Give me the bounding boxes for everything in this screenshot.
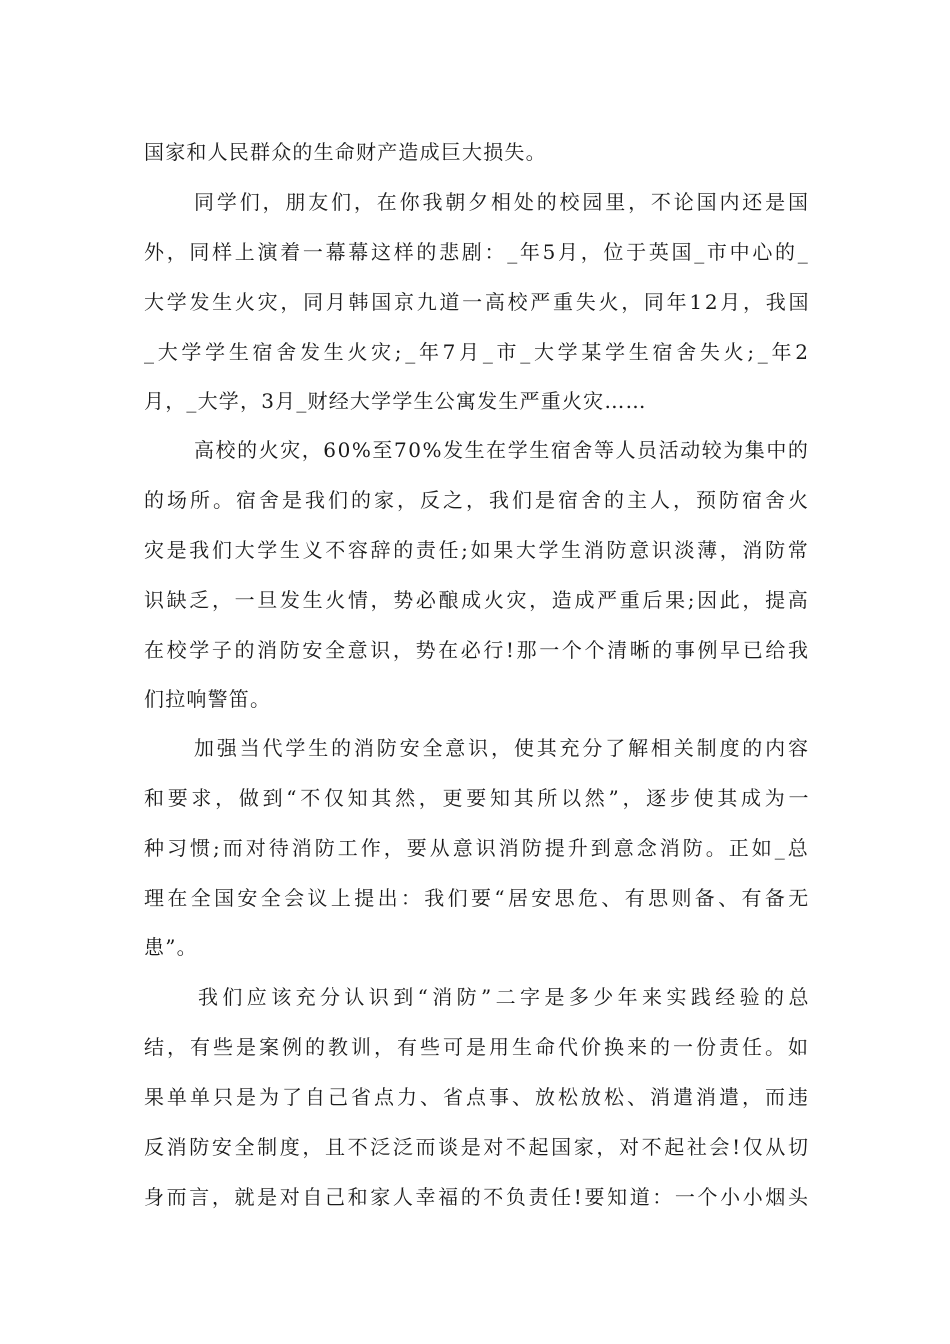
text-line: 高校的火灾，60%至70%发生在学生宿舍等人员活动较为集中的: [194, 438, 810, 462]
text-line: 国家和人民群众的生命财产造成巨大损失。: [144, 140, 547, 164]
text-line: 们拉响警笛。: [144, 687, 272, 711]
text-line: 月，_大学，3月_财经大学学生公寓发生严重火灾……: [144, 389, 647, 413]
text-line: 身而言，就是对自己和家人幸福的不负责任!要知道：一个小小烟头: [144, 1185, 811, 1209]
text-line: 患”。: [144, 935, 198, 959]
text-line: 灾是我们大学生义不容辞的责任;如果大学生消防意识淡薄，消防常: [144, 538, 811, 562]
text-line: 我们应该充分认识到“消防”二字是多少年来实践经验的总: [198, 985, 813, 1009]
text-line: 同学们，朋友们，在你我朝夕相处的校园里，不论国内还是国: [194, 190, 811, 214]
text-line: 和要求，做到“不仅知其然，更要知其所以然”，逐步使其成为一: [144, 786, 813, 810]
text-line: 的场所。宿舍是我们的家，反之，我们是宿舍的主人，预防宿舍火: [144, 488, 811, 512]
text-line: 外，同样上演着一幕幕这样的悲剧：_年5月，位于英国_市中心的_: [144, 240, 811, 264]
text-line: 结，有些是案例的教训，有些可是用生命代价换来的一份责任。如: [144, 1035, 811, 1059]
text-line: 加强当代学生的消防安全意识，使其充分了解相关制度的内容: [194, 736, 811, 760]
text-line: 大学发生火灾，同月韩国京九道一高校严重失火，同年12月，我国: [144, 290, 812, 314]
text-line: 在校学子的消防安全意识，势在必行!那一个个清晰的事例早已给我: [144, 638, 811, 662]
text-line: 种习惯;而对待消防工作，要从意识消防提升到意念消防。正如_总: [144, 836, 811, 860]
text-line: 果单单只是为了自己省点力、省点事、放松放松、消遣消遣，而违: [144, 1085, 811, 1109]
text-line: 理在全国安全会议上提出：我们要“居安思危、有思则备、有备无: [144, 886, 812, 910]
text-line: 识缺乏，一旦发生火情，势必酿成火灾，造成严重后果;因此，提高: [144, 588, 811, 612]
text-line: _大学学生宿舍发生火灾;_年7月_市_大学某学生宿舍失火;_年2: [144, 340, 812, 364]
text-line: 反消防安全制度，且不泛泛而谈是对不起国家，对不起社会!仅从切: [144, 1135, 811, 1159]
